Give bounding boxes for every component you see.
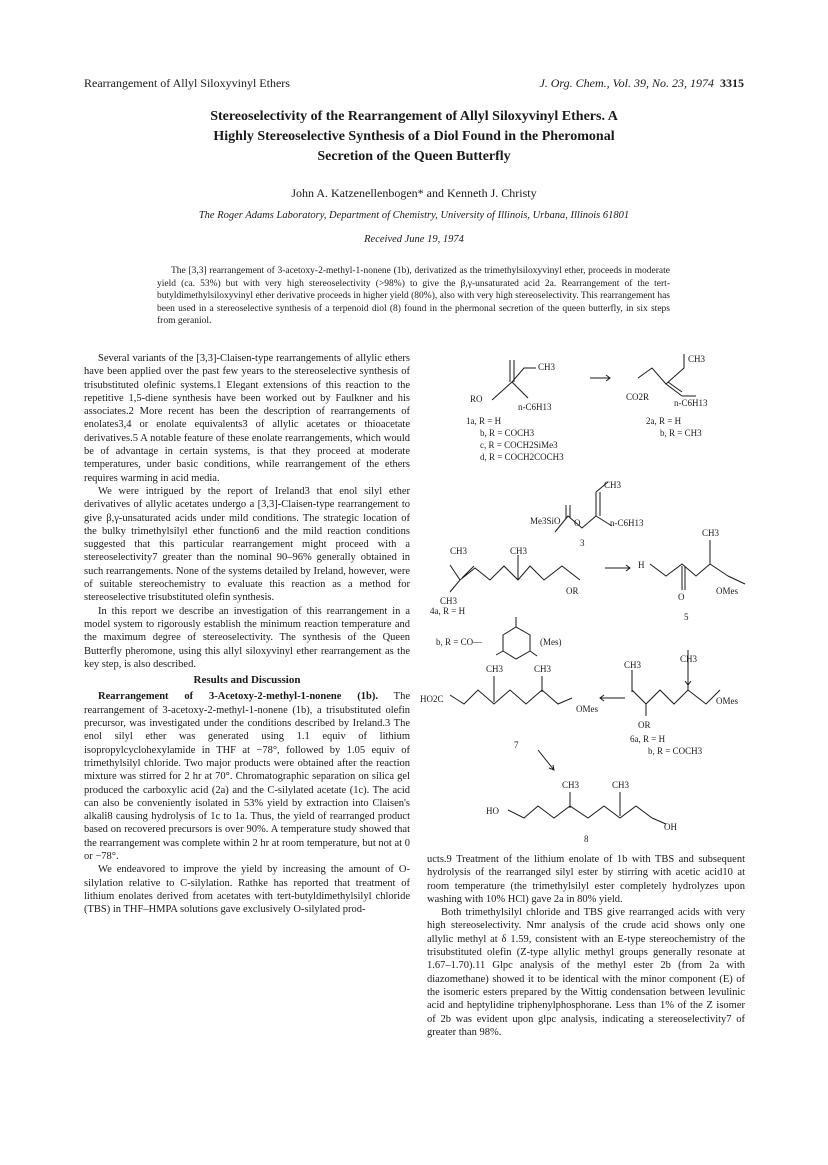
affiliation: The Roger Adams Laboratory, Department of Chemistry, University of Illinois, Urbana, Illinois 61801: [198, 210, 630, 221]
caption-6b: b, R = COCH3: [648, 746, 703, 756]
compound-number-8: 8: [584, 834, 589, 844]
paragraph-intro: Several variants of the [3,3]-Claisen-type rearrangements of allylic ethers have been applied over the past few years to the stereoselective synthesis of trisubstituted olefinic systems.1 Elegant extensions of this reaction to the repetitive 1,5-diene synthesis have been worked out by Faulkner and his associates.2 More recent has been the description of rearrangements of enolates3,4 or enolate equivalents3 of allylic acetates or thioacetate derivatives.5 A notable feature of these enolate rearrangements, which would be of advantage in certain systems, is that they proceed at moderate temperatures, under basic conditions, while rearrangement of the ethers requires warming in acid media.: [84, 353, 410, 484]
label-aldehyde-h: H: [638, 560, 645, 570]
paragraph-ireland: We were intrigued by the report of Ireland3 that enol silyl ether derivatives of allylic acetates undergo a [3,3]-Claisen-type rearrangement to give β,γ-unsaturated acids under mild conditions. The strategic location of the bulky trimethylsilyl ether function6 and the mild reaction conditions suggested that this particular rearrangement might proceed with a stereoselectivity7 greater than the nominal 90–96% generally obtained in such rearrangements. None of the systems detailed by Ireland, however, were of suitable stereochemistry to evaluate this reaction as a method for stereoselective trisubstituted olefin synthesis.: [84, 485, 410, 604]
paper-title: [130, 107, 698, 167]
label-or-4: OR: [566, 586, 579, 596]
label-co2r: CO2R: [626, 392, 650, 402]
paragraph-report: In this report we describe an investigation of this rearrangement in a model system to rigorously establish the minimum reaction temperature and the maximum degree of stereoselectivity. The synthesis of the Queen Butterfly pheromone, using this allyl siloxyvinyl ether rearrangement as the key step, is also described.: [84, 605, 410, 670]
label-ch3-8a: CH3: [562, 780, 580, 790]
caption-1c: c, R = COCH2SiMe3: [480, 440, 558, 450]
compound-number-5: 5: [684, 612, 689, 622]
label-ch3-4c: CH3: [440, 596, 458, 606]
caption-4a: 4a, R = H: [430, 606, 466, 616]
label-ring-oxygen: O: [574, 518, 581, 528]
label-oh: OH: [664, 822, 677, 832]
page-number: 3315: [720, 76, 744, 90]
journal-name: J. Org. Chem., Vol. 39, No. 23, 1974: [539, 76, 714, 90]
label-hexyl-3: n-C6H13: [610, 518, 644, 528]
caption-1b: b, R = COCH3: [480, 428, 535, 438]
compound-number-3: 3: [580, 538, 585, 548]
caption-1a: 1a, R = H: [466, 416, 502, 426]
abstract: The [3,3] rearrangement of 3-acetoxy-2-methyl-1-nonene (1b), derivatized as the trimethylsiloxyvinyl ether, proceeds in moderate yield (ca. 53%) but with very high stereoselectivity (>98%) to give the β,γ-unsaturated acid 2a. Rearrangement of the tert-butyldimethylsiloxyvinyl ether derivative proceeds in higher yield (80%), also with very high stereoselectivity. This rearrangement has been used in a stereoselective synthesis of a terpenoid diol (8) found in the phermonal secretion of the queen butterfly, in six steps from geraniol.: [157, 266, 670, 326]
subheading: Rearrangement of 3-Acetoxy-2-methyl-1-nonene (1b).: [98, 691, 378, 703]
journal-citation: [539, 76, 744, 91]
label-mesitoyl: (Mes): [540, 637, 562, 647]
reaction-scheme: [420, 340, 760, 845]
caption-2b: b, R = CH3: [660, 428, 702, 438]
label-ch3-4b: CH3: [510, 546, 528, 556]
section-heading: Results and Discussion: [193, 674, 301, 687]
compound-number-7: 7: [514, 740, 519, 750]
right-column: [427, 853, 745, 1039]
title-line-2: Highly Stereoselective Synthesis of a Diol Found in the Pheromonal: [213, 129, 615, 144]
label-hexyl-1: n-C6H13: [518, 402, 552, 412]
label-aldehyde-o: O: [678, 592, 685, 602]
paragraph-stereoselectivity: Both trimethylsilyl chloride and TBS give rearranged acids with very high stereoselectivity. Nmr analysis of the crude acid shows only one allylic methyl at δ 1.59, consistent with an E-type stereochemistry of the trisubstituted olefin (Z-type allylic methyl groups generally resonate at 1.67–1.70).11 Glpc analysis of the methyl ester 2b (from 2a with diazomethane) showed it to be identical with the minor component (E) of the isomeric esters prepared by the Wittig condensation between levulinic acid and heptylidine triphenylphosphorane. Less than 1% of the Z isomer of 2b was evident upon glpc analysis, indicating a stereoselectivity7 of greater than 98%.: [427, 907, 745, 1038]
caption-6a: 6a, R = H: [630, 734, 666, 744]
label-ch3-8b: CH3: [612, 780, 630, 790]
paragraph-rearrangement-text: The rearrangement of 3-acetoxy-2-methyl-1-nonene (1b), a trisubstituted olefin precursor, was investigated under the conditions described by Ireland.3 The enol silyl ether was generated using 1.1 equiv of lithium isopropylcyclohexylamide in THF at −78°, followed by 1.05 equiv of trimethylsilyl chloride. Two major products were obtained after the reaction mixture was stirred for 2 hr at 70°. Chromatographic separation on silica gel produced the carboxylic acid (2a) and the C-silylated acetate (1c). The acid can also be conveniently isolated in 53% yield by extraction into Claisen's alkali8 causing hydrolysis of 1c to 1a. Thus, the yield of rearranged product based on recovered precursors is over 90%. A temperature study showed that the rearrangement was complete within 2 hr at room temperature, but not at 0 or −78°.: [84, 691, 410, 862]
label-omes-6: OMes: [716, 696, 738, 706]
running-header: Rearrangement of Allyl Siloxyvinyl Ethers: [84, 76, 290, 90]
label-ch3-4a: CH3: [450, 546, 468, 556]
caption-4b: b, R = CO—: [436, 637, 483, 647]
label-omes-5: OMes: [716, 586, 738, 596]
label-ch3-5: CH3: [702, 528, 720, 538]
paragraph-yield: We endeavored to improve the yield by increasing the amount of O-silylation relative to C-silylation. Rathke has reported that treatment of lithium enolates derived from acetates with tert-butyldimethylsilyl chloride (TBS) in THF–HMPA solutions gave exclusively O-silylated prod-: [84, 864, 410, 916]
label-ch3-6b: CH3: [680, 654, 698, 664]
label-omes-7: OMes: [576, 704, 598, 714]
label-me3sio: Me3SiO: [530, 516, 561, 526]
received-date: Received June 19, 1974: [364, 234, 464, 245]
label-ch3-7a: CH3: [486, 664, 504, 674]
left-column: [84, 352, 410, 916]
label-ro: RO: [470, 394, 483, 404]
title-line-1: Stereoselectivity of the Rearrangement of Allyl Siloxyvinyl Ethers. A: [210, 109, 618, 124]
title-line-3: Secretion of the Queen Butterfly: [317, 149, 511, 164]
paragraph-rearrangement: [84, 690, 410, 863]
label-hexyl-2: n-C6H13: [674, 398, 708, 408]
label-ch3-2: CH3: [688, 354, 706, 364]
label-ch3-1: CH3: [538, 362, 556, 372]
paragraph-continuation: ucts.9 Treatment of the lithium enolate of 1b with TBS and subsequent hydrolysis of the rearranged silyl ester by stirring with acetic acid10 at room temperature (the trimethylsilyl ester completely hydrolyzes upon washing with 10% HCl) gave 2a in 80% yield.: [427, 854, 745, 905]
label-ho2c: HO2C: [420, 694, 444, 704]
label-ch3-6a: CH3: [624, 660, 642, 670]
authors: John A. Katzenellenbogen* and Kenneth J. Christy: [291, 186, 537, 200]
label-ch3-7b: CH3: [534, 664, 552, 674]
caption-1d: d, R = COCH2COCH3: [480, 452, 564, 462]
label-ho: HO: [486, 806, 499, 816]
label-or-6: OR: [638, 720, 651, 730]
caption-2a: 2a, R = H: [646, 416, 682, 426]
label-ch3-3: CH3: [604, 480, 622, 490]
